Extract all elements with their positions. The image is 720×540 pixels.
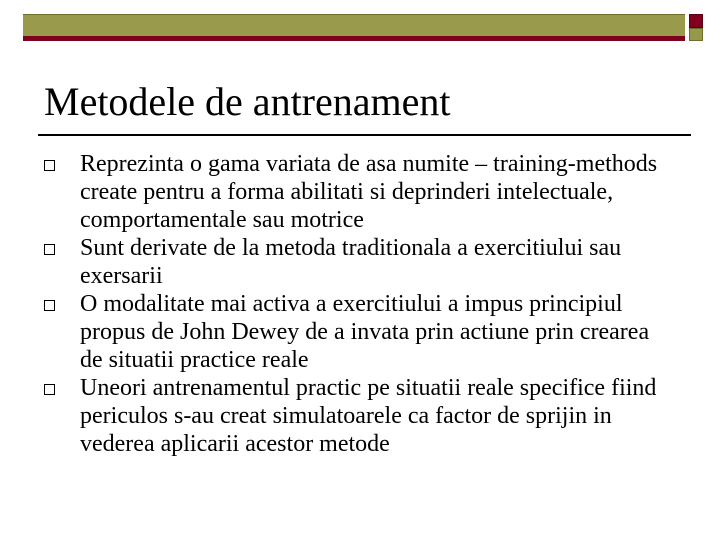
bullet-text-1: Reprezinta o gama variata de asa numite – training-methods create pentru a forma abilitati si deprinderi intelectuale, comportamentale sau motrice	[80, 151, 658, 233]
bullet-text-3: O modalitate mai activa a exercitiului a impus principiul propus de John Dewey de a invata prin actiune prin crearea de situatii practice reale	[80, 291, 650, 373]
header-band-fill	[23, 15, 685, 36]
hollow-square-bullet-icon	[44, 160, 55, 171]
hollow-square-bullet-icon	[44, 300, 55, 311]
bullet-item-2	[44, 234, 664, 290]
bullet-text-4: Uneori antrenamentul practic pe situatii reale specifice fiind periculos s-au creat simulatoarele ca factor de sprijin in vederea aplicarii acestor metode	[80, 375, 657, 457]
hollow-square-bullet-icon	[44, 384, 55, 395]
bullet-text-2: Sunt derivate de la metoda traditionala a exercitiului sau exersarii	[80, 235, 622, 289]
slide-title: Metodele de antrenament	[44, 79, 451, 124]
decorative-header-band	[23, 14, 685, 41]
corner-square-olive	[689, 28, 703, 41]
hollow-square-bullet-icon	[44, 244, 55, 255]
bullet-item-4	[44, 374, 664, 458]
bullet-item-3	[44, 290, 664, 374]
bullet-list	[44, 150, 664, 458]
title-underline	[38, 134, 691, 136]
bullet-item-1	[44, 150, 664, 234]
corner-square-maroon	[689, 14, 703, 28]
